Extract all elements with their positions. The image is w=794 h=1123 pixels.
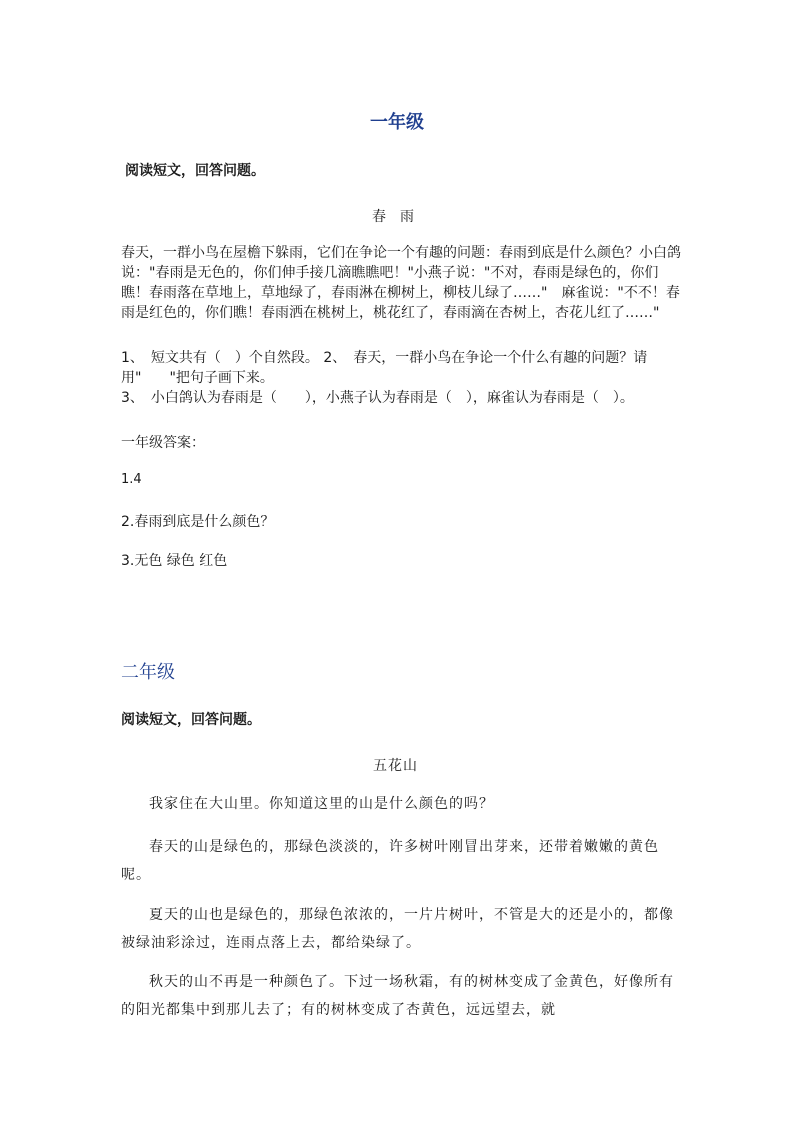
grade1-story: 春天，一群小鸟在屋檐下躲雨，它们在争论一个有趣的问题：春雨到底是什么颜色？小白鸽说："春雨是无色的，你们伸手接几滴瞧瞧吧！"小燕子说："不对，春雨是绿色的，你们瞧！春雨落在草地上，草地绿了，春雨淋在柳树上，柳枝儿绿了……" 麻雀说："不不！春雨是红色的，你们瞧！春雨洒在桃树上，桃花红了，春雨滴在杏树上，杏花儿红了……" — [121, 245, 681, 321]
grade2-paragraph-1: 我家住在大山里。你知道这里的山是什么颜色的吗？ — [149, 796, 494, 812]
grade1-story-title: 春 雨 — [372, 209, 414, 225]
grade1-answer-3: 3.无色 绿色 红色 — [121, 553, 228, 569]
grade2-instruction: 阅读短文，回答问题。 — [121, 712, 261, 728]
grade1-answer-heading: 一年级答案： — [121, 435, 205, 451]
grade1-answer-2: 2.春雨到底是什么颜色？ — [121, 514, 275, 530]
grade2-title: 二年级 — [121, 662, 175, 683]
grade1-title: 一年级 — [370, 112, 424, 133]
grade1-instruction: 阅读短文，回答问题。 — [125, 163, 265, 179]
grade1-questions-1-2: 1、 短文共有（ ）个自然段。 2、 春天，一群小鸟在争论一个什么有趣的问题？请用" "把句子画下来。 — [121, 350, 648, 386]
grade2-story-title: 五花山 — [373, 758, 418, 774]
grade2-paragraph-4: 秋天的山不再是一种颜色了。下过一场秋霜，有的树林变成了金黄色，好像所有的阳光都集中到那儿去了；有的树林变成了杏黄色，远远望去，就 — [121, 974, 674, 1018]
grade2-paragraph-3: 夏天的山也是绿色的，那绿色浓浓的，一片片树叶，不管是大的还是小的，都像被绿油彩涂过，连雨点落上去，都给染绿了。 — [121, 907, 674, 951]
grade1-question-3: 3、 小白鸽认为春雨是（ ），小燕子认为春雨是（ ），麻雀认为春雨是（ ）。 — [121, 390, 634, 406]
grade2-paragraph-2: 春天的山是绿色的，那绿色淡淡的，许多树叶刚冒出芽来，还带着嫩嫩的黄色呢。 — [121, 839, 659, 883]
grade1-answer-1: 1.4 — [121, 472, 142, 487]
